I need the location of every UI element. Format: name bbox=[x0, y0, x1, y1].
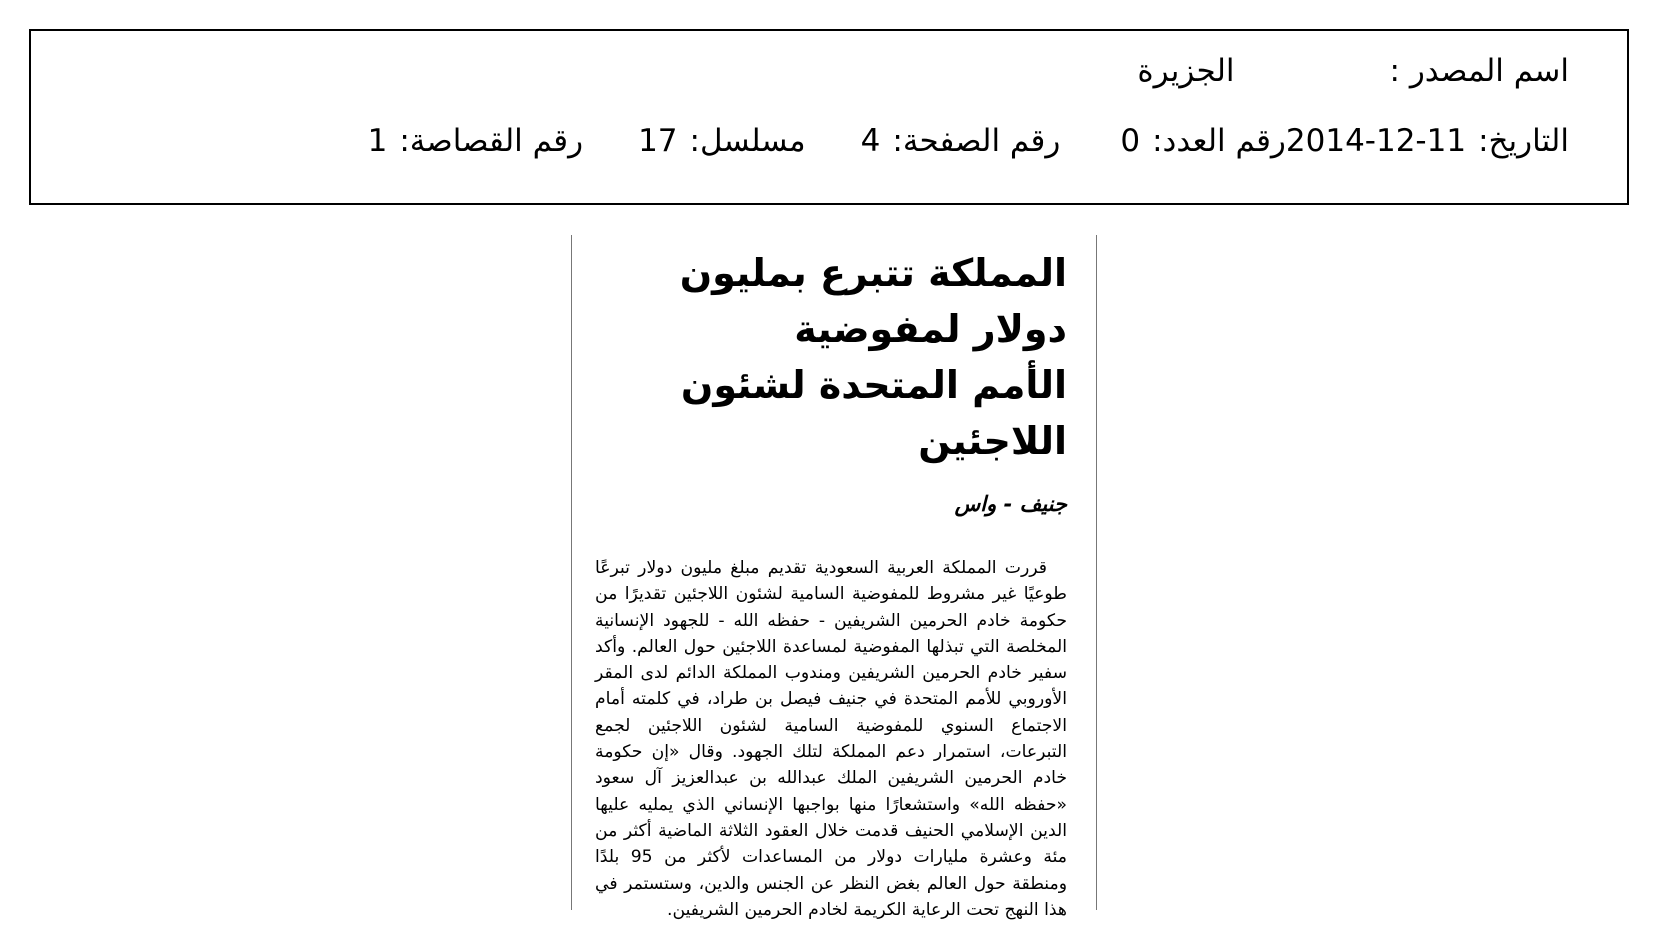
column-rule-right bbox=[1096, 235, 1097, 910]
serial-field bbox=[638, 123, 806, 159]
date-value: 2014-12-11 bbox=[1285, 123, 1467, 159]
clip-label: رقم القصاصة: bbox=[399, 123, 584, 159]
article-dateline: جنيف - واس bbox=[954, 492, 1067, 516]
article-headline bbox=[595, 245, 1067, 469]
source-label: اسم المصدر : bbox=[1389, 53, 1569, 89]
issue-value: 0 bbox=[1120, 123, 1141, 159]
page-label: رقم الصفحة: bbox=[892, 123, 1061, 159]
source-row bbox=[71, 53, 1569, 89]
article-body: قررت المملكة العربية السعودية تقديم مبلغ مليون دولار تبرعًا طوعيًا غير مشروط للمفوضية السامية لشئون اللاجئين تقديرًا من حكومة خادم الحرمين الشريفين - حفظه الله - للجهود الإنسانية المخلصة التي تبذلها المفوضية لمساعدة اللاجئين حول العالم. وأكد سفير خادم الحرمين الشريفين ومندوب المملكة الدائم لدى المقر الأوروبي للأمم المتحدة في جنيف فيصل بن طراد، في كلمته أمام الاجتماع السنوي للمفوضية السامية لشئون اللاجئين لجمع التبرعات، استمرار دعم المملكة لتلك الجهود. وقال «إن حكومة خادم الحرمين الشريفين الملك عبدالله بن عبدالعزيز آل سعود «حفظه الله» واستشعارًا منها بواجبها الإنساني الذي يمليه عليها الدين الإسلامي الحنيف قدمت خلال العقود الثلاثة الماضية أكثر من مئة وعشرة مليارات دولار من المساعدات لأكثر من 95 بلدًا ومنطقة حول العالم بغض النظر عن الجنس والدين، وستستمر في هذا النهج تحت الرعاية الكريمة لخادم الحرمين الشريفين. bbox=[595, 558, 1068, 920]
serial-value: 17 bbox=[638, 123, 678, 159]
issue-label: رقم العدد: bbox=[1152, 123, 1286, 159]
clip-field bbox=[368, 123, 583, 159]
headline-line-2: الأمم المتحدة لشئون اللاجئين bbox=[680, 363, 1067, 463]
column-rule-left bbox=[571, 235, 572, 910]
page-field bbox=[861, 123, 1061, 159]
issue-field bbox=[1120, 123, 1286, 159]
clip-value: 1 bbox=[367, 123, 388, 159]
details-row bbox=[71, 123, 1569, 159]
newspaper-article bbox=[595, 245, 1067, 940]
clipping-metadata-box bbox=[29, 29, 1629, 205]
serial-label: مسلسل: bbox=[689, 123, 806, 159]
page-value: 4 bbox=[860, 123, 881, 159]
headline-line-1: المملكة تتبرع بمليون دولار لمفوضية bbox=[679, 251, 1067, 351]
date-field bbox=[1286, 123, 1569, 159]
source-value: الجزيرة bbox=[1137, 53, 1235, 89]
date-label: التاريخ: bbox=[1478, 123, 1569, 159]
